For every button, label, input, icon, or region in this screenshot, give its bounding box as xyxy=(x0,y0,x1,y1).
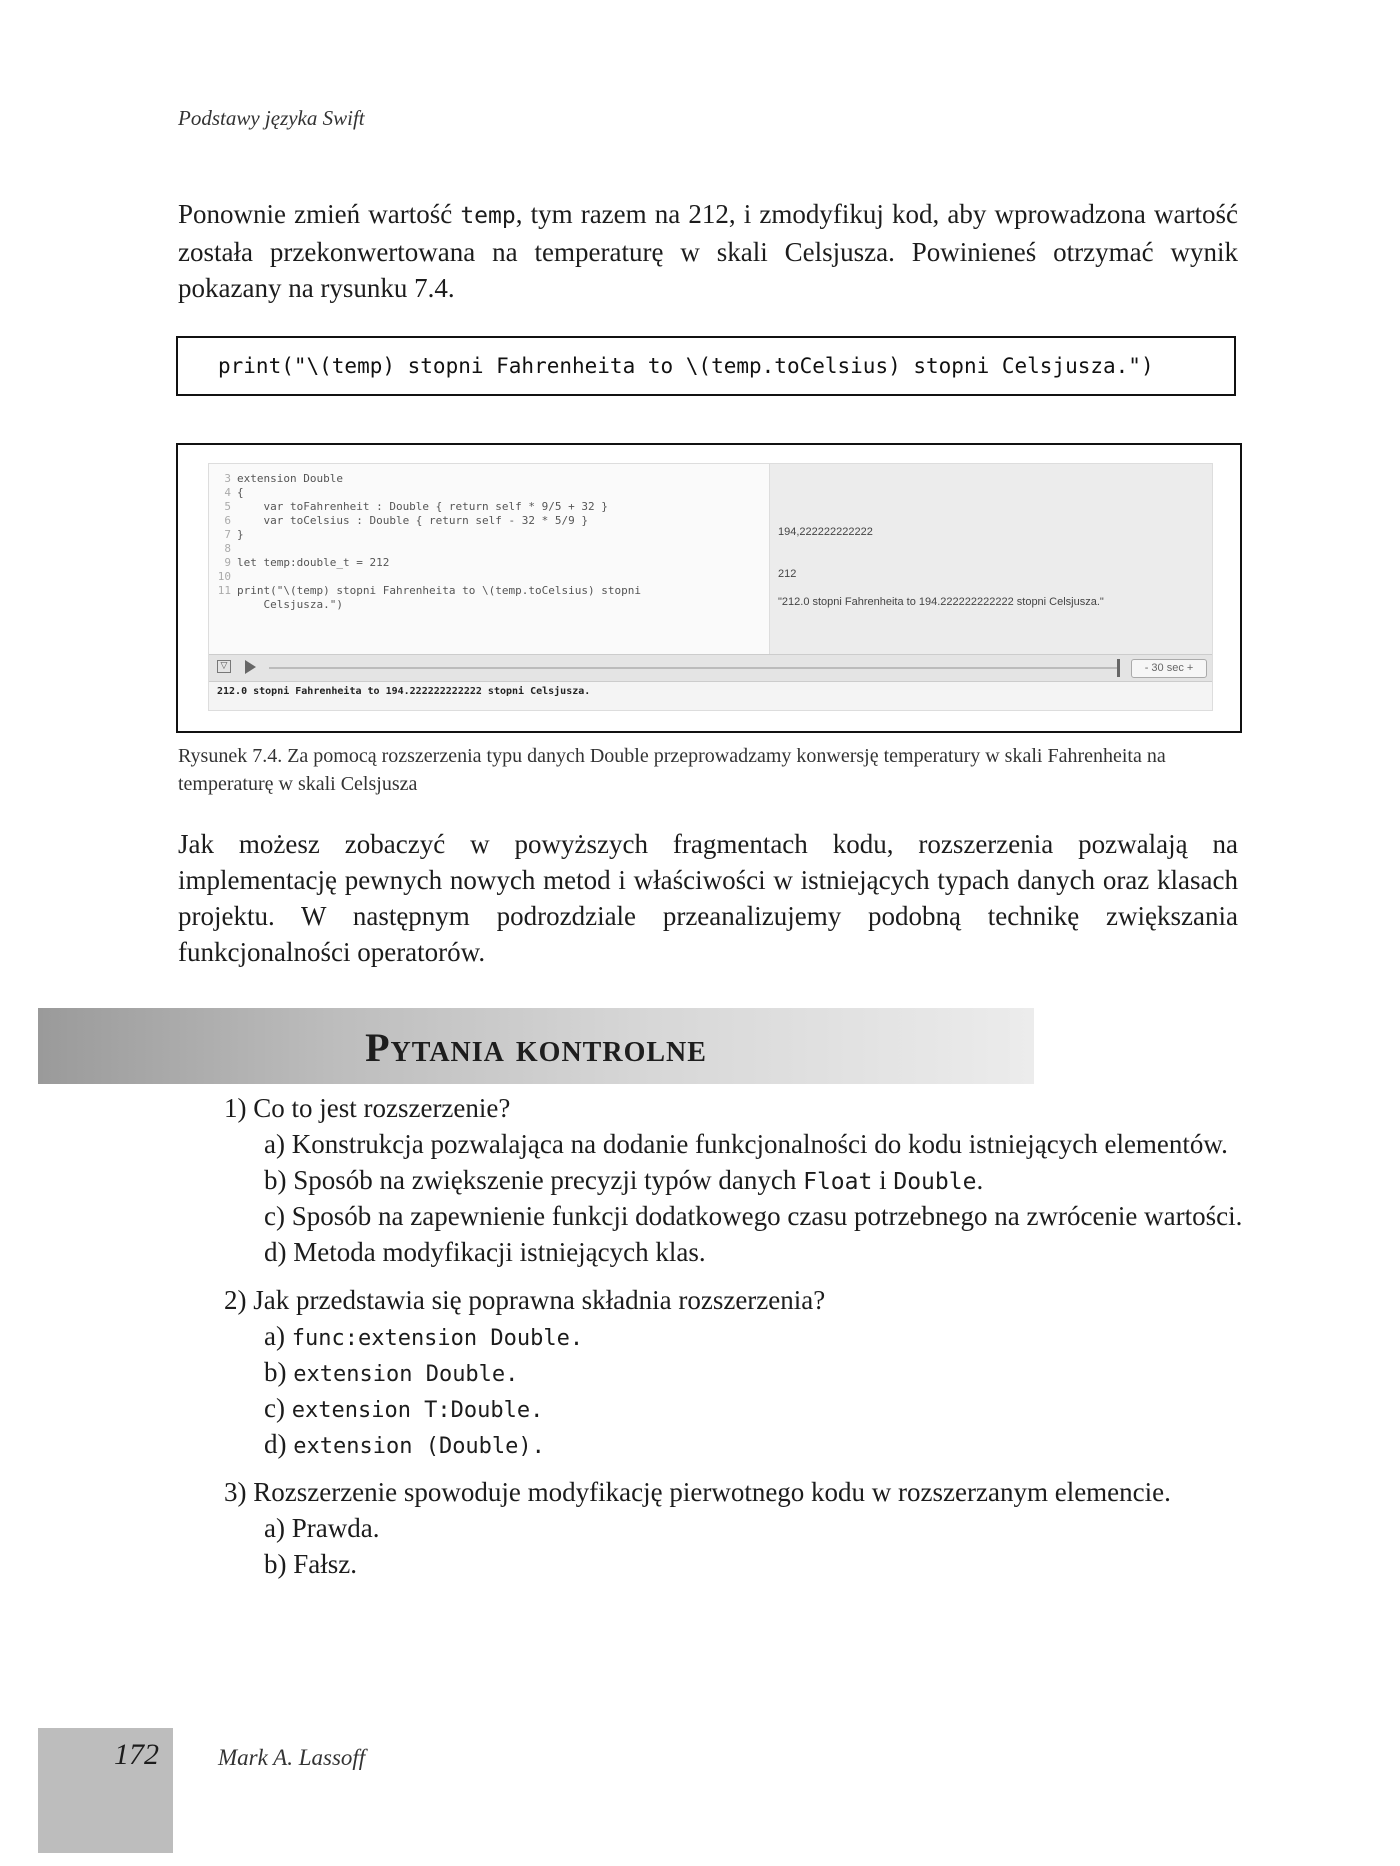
result-tocelsius: 194,222222222222 xyxy=(778,526,873,538)
source-code-text: { xyxy=(237,486,244,499)
question-1 xyxy=(224,1090,1244,1270)
source-code-text: extension Double xyxy=(237,472,343,485)
section-title: Pytania kontrolne xyxy=(365,1025,707,1070)
option-text: i xyxy=(872,1165,894,1195)
question-text: 3) Rozszerzenie spowoduje modyfikację pierwotnego kodu w rozszerzanym elemencie. xyxy=(224,1477,1171,1507)
paragraph-summary: Jak możesz zobaczyć w powyższych fragmentach kodu, rozszerzenia pozwalają na implementację pewnych nowych metod i właściwości w istniejących typach danych oraz klasach projektu. W następnym podrozdziale przeanalizujemy podobną technikę zwiększania funkcjonalności operatorów. xyxy=(178,829,1238,967)
line-number: 5 xyxy=(224,500,231,513)
question-option xyxy=(224,1162,1244,1198)
line-number: 6 xyxy=(224,514,231,527)
playground-editor xyxy=(208,463,1213,711)
play-icon[interactable] xyxy=(245,660,256,674)
line-number: 9 xyxy=(224,556,231,569)
option-text: b) Sposób na zwiększenie precyzji typów danych xyxy=(264,1165,804,1195)
timeline-slider[interactable] xyxy=(269,667,1119,669)
result-print: "212.0 stopni Fahrenheita to 194.222222222222 stopni Celsjusza." xyxy=(778,596,1104,608)
inline-code-temp: temp xyxy=(460,203,516,229)
timeout-stepper[interactable]: - 30 sec + xyxy=(1131,659,1207,678)
page-number: 172 xyxy=(114,1738,159,1771)
source-code-text: let temp:double_t = 212 xyxy=(237,556,390,569)
question-option xyxy=(224,1318,1244,1354)
question-option: a) Prawda. xyxy=(264,1513,380,1543)
question-option: c) Sposób na zapewnienie funkcji dodatkowego czasu potrzebnego na zwrócenie wartości. xyxy=(264,1201,1243,1231)
source-line xyxy=(209,486,244,500)
option-code: extension (Double). xyxy=(293,1434,545,1459)
option-label: c) xyxy=(264,1393,285,1423)
source-code-text: var toCelsius : Double { return self - 32 * 5/9 } xyxy=(237,514,588,527)
console-output: 212.0 stopni Fahrenheita to 194.222222222222 stopni Celsjusza. xyxy=(217,686,591,697)
line-number: 8 xyxy=(224,542,231,555)
code-listing-text: print("\(temp) stopni Fahrenheita to \(temp.toCelsius) stopni Celsjusza.") xyxy=(218,354,1154,378)
source-pane xyxy=(209,464,769,654)
para1-after: , tym razem na 212, i zmodyfikuj kod, aby wprowadzona wartość została przekonwertowana na temperaturę w skali Celsjusza. Powinieneś otrzymać wynik pokazany na rysunku 7.4. xyxy=(178,199,1238,303)
paragraph-intro xyxy=(178,196,1238,306)
source-line xyxy=(209,598,343,612)
inline-code-float: Float xyxy=(803,1169,873,1195)
option-label: b) xyxy=(264,1357,287,1387)
source-line xyxy=(209,500,608,514)
question-option: b) Fałsz. xyxy=(264,1549,357,1579)
results-sidebar xyxy=(769,464,1213,654)
option-code: extension T:Double. xyxy=(291,1398,544,1423)
figure-7-4 xyxy=(176,443,1242,733)
source-code-text: Celsjusza.") xyxy=(237,598,343,611)
question-option xyxy=(224,1426,1244,1462)
question-option: a) Konstrukcja pozwalająca na dodanie funkcjonalności do kodu istniejących elementów. xyxy=(264,1129,1228,1159)
question-option: d) Metoda modyfikacji istniejących klas. xyxy=(264,1237,706,1267)
line-number: 10 xyxy=(217,570,231,583)
question-3 xyxy=(224,1474,1244,1582)
source-code-text: } xyxy=(237,528,244,541)
source-line xyxy=(209,528,244,542)
line-number: 4 xyxy=(224,486,231,499)
question-2 xyxy=(224,1282,1244,1462)
inline-code-double: Double xyxy=(893,1169,977,1195)
source-line xyxy=(209,542,237,556)
source-line xyxy=(209,514,588,528)
questions-list xyxy=(224,1090,1244,1594)
line-number: 7 xyxy=(224,528,231,541)
question-text: 1) Co to jest rozszerzenie? xyxy=(224,1093,511,1123)
source-line xyxy=(209,584,641,598)
option-label: d) xyxy=(264,1429,287,1459)
para1-before: Ponownie zmień wartość xyxy=(178,199,461,229)
source-line xyxy=(209,570,237,584)
author-name: Mark A. Lassoff xyxy=(218,1745,366,1770)
source-line xyxy=(209,472,343,486)
section-banner xyxy=(38,1008,1034,1084)
option-code: func:extension Double. xyxy=(291,1326,584,1351)
question-option xyxy=(224,1390,1244,1426)
figure-caption: Rysunek 7.4. Za pomocą rozszerzenia typu danych Double przeprowadzamy konwersję temperatury w skali Fahrenheita na temperaturę w skali Celsjusza xyxy=(178,745,1166,795)
source-line xyxy=(209,556,389,570)
option-label: a) xyxy=(264,1321,285,1351)
line-number: 11 xyxy=(217,584,231,597)
result-temp: 212 xyxy=(778,568,797,580)
question-option xyxy=(224,1354,1244,1390)
code-listing xyxy=(176,336,1236,396)
timeline-slider-thumb[interactable] xyxy=(1117,659,1120,677)
option-text: . xyxy=(976,1165,984,1195)
playground-toolbar xyxy=(209,654,1213,682)
source-code-text: var toFahrenheit : Double { return self * 9/5 + 32 } xyxy=(237,500,608,513)
option-code: extension Double. xyxy=(293,1362,519,1387)
source-code-text: print("\(temp) stopni Fahrenheita to \(temp.toCelsius) stopni xyxy=(237,584,641,597)
question-text: 2) Jak przedstawia się poprawna składnia rozszerzenia? xyxy=(224,1285,826,1315)
console-toggle-icon[interactable]: ▽ xyxy=(217,660,231,673)
line-number: 3 xyxy=(224,472,231,485)
running-head: Podstawy języka Swift xyxy=(178,106,365,130)
